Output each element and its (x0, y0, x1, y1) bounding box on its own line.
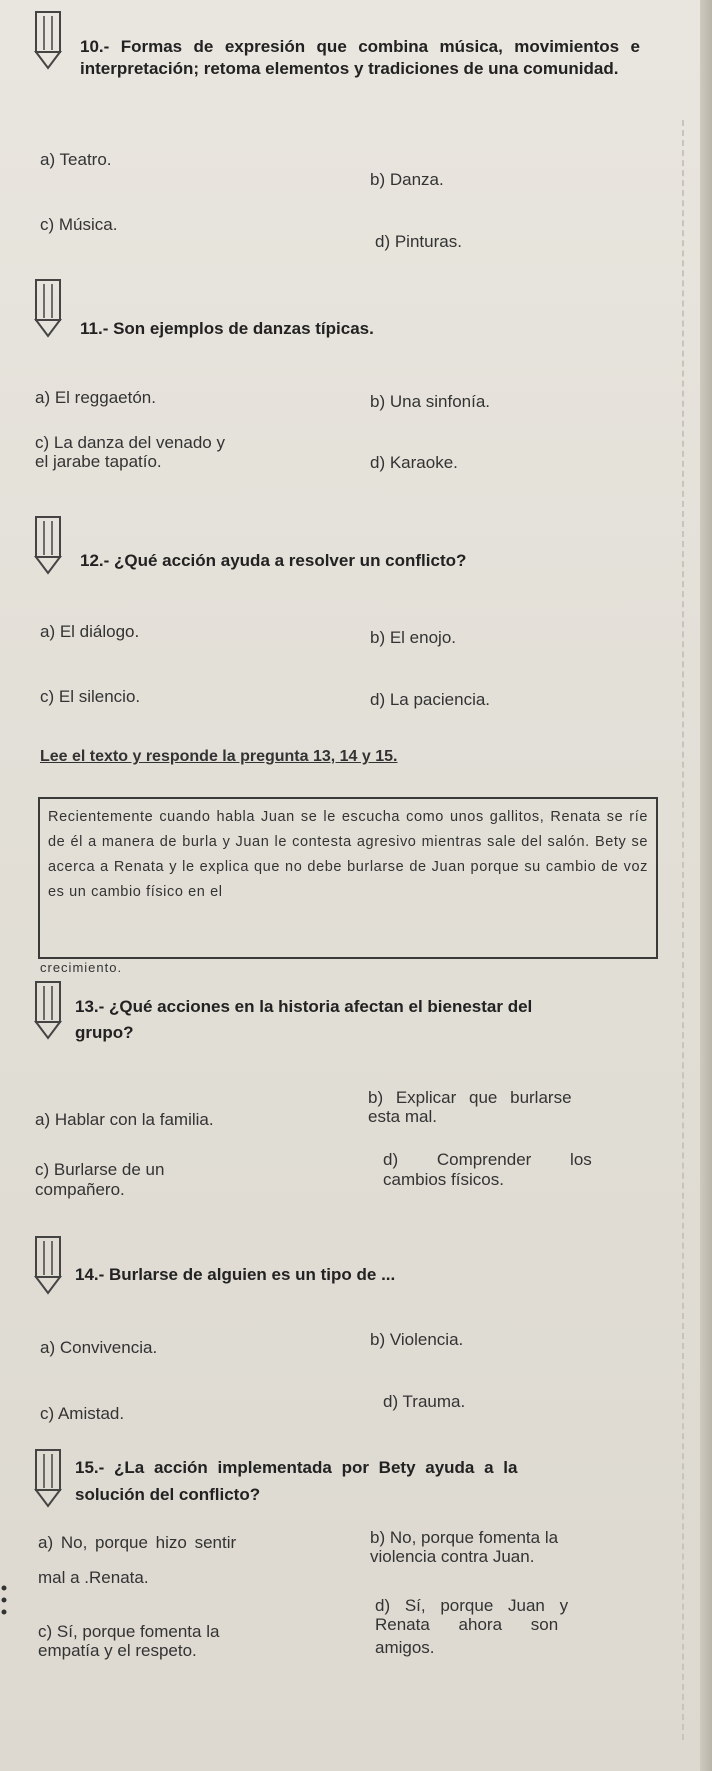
q15-option-d-line2[interactable]: Renata ahora son (375, 1615, 559, 1634)
q14-option-c[interactable]: c) Amistad. (40, 1404, 125, 1423)
q13-option-d-line1[interactable]: d) Comprender los (383, 1150, 592, 1169)
pencil-icon (32, 980, 64, 1040)
paper-edge (700, 0, 712, 1771)
pencil-icon (32, 10, 64, 70)
q11-option-d[interactable]: d) Karaoke. (370, 453, 458, 472)
q15-option-c-line1[interactable]: c) Sí, porque fomenta la (38, 1622, 220, 1641)
q15-option-c-line2[interactable]: empatía y el respeto. (38, 1641, 197, 1660)
q10-option-c[interactable]: c) Música. (40, 215, 118, 234)
reading-passage-tail: crecimiento. (40, 960, 123, 975)
q14-option-b[interactable]: b) Violencia. (370, 1330, 464, 1349)
reading-instruction: Lee el texto y responde la pregunta 13, 14 y 15. (40, 748, 398, 765)
question-12-text: 12.- ¿Qué acción ayuda a resolver un conflicto? (80, 551, 467, 570)
q15-option-d-line1[interactable]: d) Sí, porque Juan y (375, 1596, 569, 1615)
q12-option-b[interactable]: b) El enojo. (370, 628, 456, 647)
q11-option-b[interactable]: b) Una sinfonía. (370, 392, 491, 411)
q10-option-a[interactable]: a) Teatro. (40, 150, 112, 169)
q13-option-d-line2[interactable]: cambios físicos. (383, 1170, 504, 1189)
q15-option-d-line3[interactable]: amigos. (375, 1638, 435, 1657)
pencil-icon (32, 515, 64, 575)
question-15-text-line2: solución del conflicto? (75, 1485, 261, 1504)
q15-option-a-line1[interactable]: a) No, porque hizo sentir (38, 1533, 237, 1552)
q13-option-c-line1[interactable]: c) Burlarse de un (35, 1160, 165, 1179)
margin-mark (0, 1580, 8, 1620)
question-13-text-line2: grupo? (75, 1023, 134, 1042)
q11-option-c-line1[interactable]: c) La danza del venado y (35, 433, 225, 452)
question-15-text: 15.- ¿La acción implementada por Bety ayuda a la (75, 1458, 518, 1477)
q11-option-a[interactable]: a) El reggaetón. (35, 388, 156, 407)
q13-option-b-line1[interactable]: b) Explicar que burlarse (368, 1088, 572, 1107)
question-11-text: 11.- Son ejemplos de danzas típicas. (80, 319, 374, 338)
q10-option-b[interactable]: b) Danza. (370, 170, 444, 189)
q13-option-c-line2[interactable]: compañero. (35, 1180, 125, 1199)
pencil-icon (32, 1448, 64, 1508)
q12-option-d[interactable]: d) La paciencia. (370, 690, 491, 709)
pencil-icon (32, 1235, 64, 1295)
q12-option-c[interactable]: c) El silencio. (40, 687, 141, 706)
pencil-icon (32, 278, 64, 338)
cut-line (682, 120, 684, 1740)
question-13-text: 13.- ¿Qué acciones en la historia afectan el bienestar del (75, 997, 533, 1016)
q10-option-d[interactable]: d) Pinturas. (375, 232, 462, 251)
q15-option-a-line2[interactable]: mal a .Renata. (38, 1568, 149, 1587)
q11-option-c-line2[interactable]: el jarabe tapatío. (35, 452, 162, 471)
question-10-text: 10.- Formas de expresión que combina música, movimientos e interpretación; retoma elementos y tradiciones de una comunidad. (80, 37, 640, 78)
q14-option-d[interactable]: d) Trauma. (383, 1392, 466, 1411)
q12-option-a[interactable]: a) El diálogo. (40, 622, 140, 641)
q13-option-a[interactable]: a) Hablar con la familia. (35, 1110, 214, 1129)
question-14-text: 14.- Burlarse de alguien es un tipo de ... (75, 1265, 396, 1284)
q15-option-b-line1[interactable]: b) No, porque fomenta la (370, 1528, 559, 1547)
q14-option-a[interactable]: a) Convivencia. (40, 1338, 158, 1357)
q15-option-b-line2[interactable]: violencia contra Juan. (370, 1547, 535, 1566)
q13-option-b-line2[interactable]: esta mal. (368, 1107, 437, 1126)
reading-passage: Recientemente cuando habla Juan se le escucha como unos gallitos, Renata se ríe de él a manera de burla y Juan le contesta agresivo mientras sale del salón. Bety se acerca a Renata y le explica que no debe burlarse de Juan porque su cambio de voz es un cambio físico en el (38, 797, 658, 959)
